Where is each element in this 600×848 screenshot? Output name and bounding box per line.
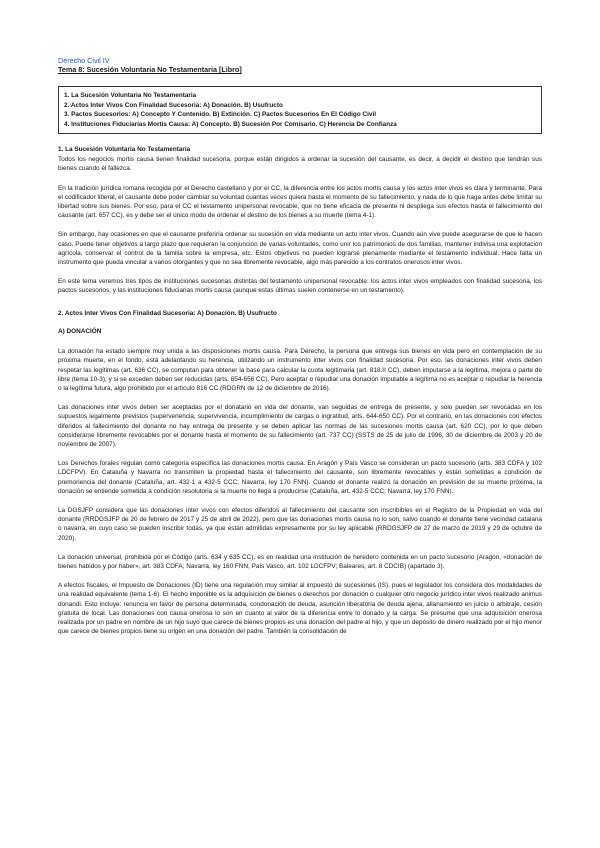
toc-item: 1. La Sucesión Voluntaria No Testamentaria (64, 92, 197, 99)
paragraph: La donación universal, prohibida por el Código (arts. 634 y 635 CC), es en realidad una institución de heredero contenida en un pacto sucesorio (Aragón, «donación de bienes habidos y por haber», art. 383 CDFA; Navarra, ley 160 FNN; País Vasco, art. 102 LDCFPV; Baleares, art. 8 CDCIB) (apartado 3). (58, 553, 542, 571)
paragraph: Los Derechos forales regulan como categoría específica las donaciones mortis causa. En Aragón y País Vasco se consideran un pacto sucesorio (arts. 383 CDFA y 102 LDCFPV). En Cataluña y Navarra no transmiten la propiedad hasta el fallecimiento del causante, son libremente revocables y están sometidas a condición de premoriencia del donante (Cataluña, art. 432-1 a 432-5 CCC; Navarra, ley 170 FNN). Cuando el donante realizó la donación en previsión de su muerte próxima, la donación se entiende sometida a condición resolutoria si la muerte no llega a producirse (Cataluña, art. 432-5 CCC; Navarra, ley 170 FNN). (58, 460, 542, 495)
paragraph: Sin embargo, hay ocasiones en que el causante preferiría ordenar su sucesión en vida mediante un acto inter vivos. Cuando aún vive puede asegurarse de que le hacen caso. Puede tener objetivos a largo plazo que requieran la conjunción de varias voluntades, como unir los patrimonios de dos familias, mantener indivisa una explotación agrícola, conservar el control de la familia sobre la empresa, etc. Estos objetivos no pueden lograrse plenamente mediante el testamento individual. Hace falta un instrumento que pueda vincular a varios otorgantes y que no sea libremente revocable, algo más parecido a los contratos onerosos inter vivos. (58, 231, 542, 266)
paragraph: La DGSJFP considera que las donaciones inter vivos con efectos diferidos al fallecimiento del causante son inscribibles en el Registro de la Propiedad en vida del donante (RRDGSJFP de 20 de febrero de 2017 y 25 de abril de 2022), pero que las donaciones mortis causa no lo son, salvo cuando el donante tiene vecindad catalana o navarra, en cuyo caso se pueden inscribir todas, ya que están admitidas expresamente por su ley aplicable (RRDGSJFP de 27 de marzo de 2019 y 29 de octubre de 2020). (58, 507, 542, 542)
section-1-heading: 1. La Sucesión Voluntaria No Testamentaria (58, 146, 191, 154)
course-title: Derecho Civil IV (58, 56, 110, 65)
paragraph: A efectos fiscales, el Impuesto de Donaciones (ID) tiene una regulación muy similar al impuesto de sucesiones (IS), pues el legislador los considera dos modalidades de una realidad equivalente (tema 1-6). El hecho imponible es la adquisición de bienes o derechos por donación o cualquier otro negocio jurídico inter vivos realizado animus donandi. Esto incluye: renuncia en favor de persona determinada, condonación de deuda, asunción liberatoria de deuda ajena, allanamiento en juicio o arbitraje, cesión gratuita de local. Las donaciones con causa onerosa lo son en cuanto al valor de la diferencia entre lo donado y la carga. Se presume que una adquisición onerosa realizada por un padre en nombre de un hijo suyo que carece de bienes propios es una donación del padre al hijo, y que un depósito de dinero realizado por el hijo menor que carece de bienes propios tiene su origen en una donación del padre. También la consolidación de (58, 582, 542, 636)
toc-item: 3. Pactos Sucesorios: A) Concepto Y Contenido. B) Extinción. C) Pactos Sucesorios En El Código Civil (64, 111, 377, 119)
toc-item: 4. Instituciones Fiduciarias Mortis Causa: A) Concepto. B) Sucesión Por Comisario. C) Herencia De Confianza (64, 120, 397, 128)
paragraph: En la tradición jurídica romana recogida por el Derecho castellano y por el CC, la diferencia entre los actos mortis causa y los actos inter vivos es clara y terminante. Para el codificador liberal, el causante debe poder cambiar su voluntad cuantas veces quiera hasta el momento de su fallecimiento, y nada de lo que haga antes debe limitar su libertad sobre sus bienes. Por eso, para el CC el testamento unipersonal revocable, que no tiene eficacia de presente ni despliega sus efectos hasta el fallecimiento del causante (art. 657 CC), es y debe ser el único modo de ordenar el destino de los bienes a su muerte (tema 4-1). (58, 184, 542, 220)
paragraph: Las donaciones inter vivos deben ser aceptadas por el donatario en vida del donante, van seguidas de entrega de presente, y solo pueden ser revocadas en los supuestos legalmente previstos (supervenencia, supervivencia, incumplimiento de cargas o ingratitud, arts. 644-650 CC). Por el contrario, en las donaciones con efectos diferidos al fallecimiento del donante no hay entrega de presente y se deben aplicar las normas de las sucesiones mortis causa (art. 620 CC), por lo que deben considerarse libremente revocables por el donante hasta el momento de su fallecimiento (art. 737 CC) (SSTS de 25 de julio de 1996, 30 de diciembre de 2003 y 20 de noviembre de 2007). (58, 404, 542, 449)
section-2-heading: 2. Actos Inter Vivos Con Finalidad Sucesoria: A) Donación. B) Usufructo (58, 309, 277, 317)
subsection-heading: A) DONACIÓN (58, 328, 102, 336)
paragraph: En este tema veremos tres tipos de instituciones sucesorias distintas del testamento unipersonal revocable: los actos inter vivos empleados con finalidad sucesoria, los pactos sucesorios, y las instituciones fiduciarias mortis causa (aunque estas últimas suelen contenerse en un testamento). (58, 278, 542, 295)
paragraph: La donación ha estado siempre muy unida a las disposiciones mortis causa. Para Derecho, la persona que entrega sus bienes en vida pero en contemplación de su próxima muerte, en el fondo, está adelantando su herencia, utilizando un instrumento inter vivos con finalidad sucesoria. Por eso, las donaciones inter vivos deben respetar las legítimas (art. 636 CC), se computan para obtener la base para calcular la cuota legitimaria (art. 818.II CC), deben imputarse a la legítima, mejora o parte de libre (tema 10-3), y si se exceden deben ser reducidas (arts. 654-656 CC). Pero aceptar o repudiar una donación imputable a legítima no es aceptar o repudiar la herencia o la legítima futura, algo prohibido por el artículo 816 CC (RDGRN de 12 de diciembre de 2016). (58, 348, 542, 393)
toc-item: 2. Actos Inter Vivos Con Finalidad Sucesoria: A) Donación. B) Usufructo (64, 101, 283, 109)
topic-title: Tema 8: Sucesión Voluntaria No Testamentaria [Libro] (58, 65, 242, 74)
table-of-contents (58, 86, 542, 134)
paragraph: Todos los negocios mortis causa tienen finalidad sucesoria, porque están dirigidos a ordenar la sucesión del causante, es decir, a decidir el destino que tendrán sus bienes cuando él fallezca. (58, 156, 542, 173)
